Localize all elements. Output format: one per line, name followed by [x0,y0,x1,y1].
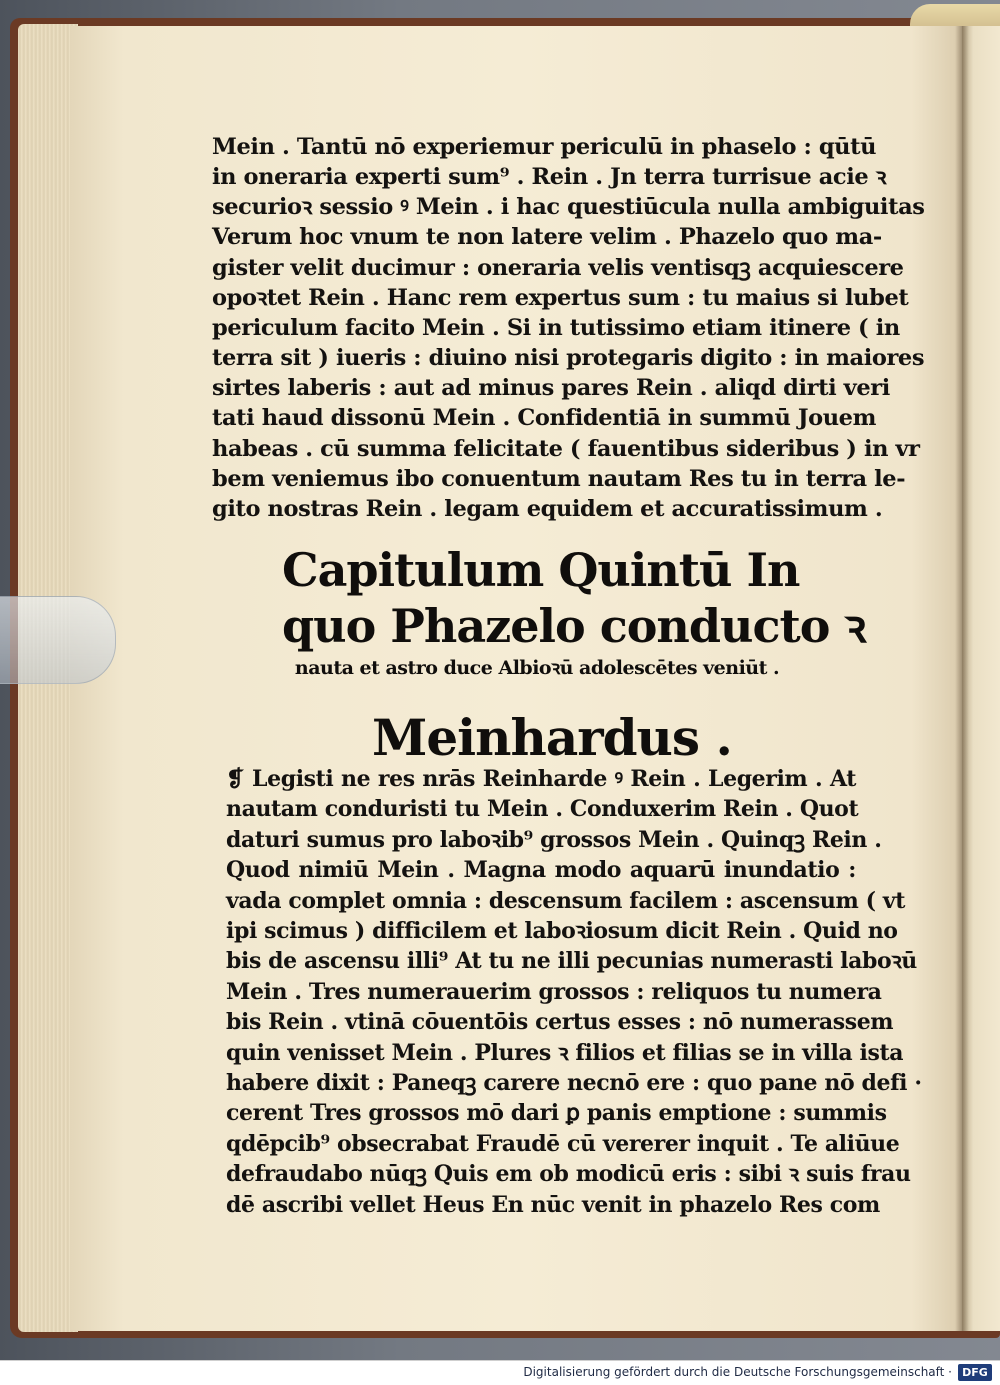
text-line: sirtes laberis : aut ad minus pares Rein . aliqd dirti veri [212,375,890,402]
text-line: tati haud dissonū Mein . Confidentiā in summū Jouem [212,405,876,432]
text-line: ipi scimus ) difficilem et laboꝛiosum dicit Rein . Quid no [226,918,898,945]
pilcrow-icon: ❡ [226,766,245,792]
text-line: periculum facito Mein . Si in tutissimo etiam itinere ( in [212,314,900,341]
text-line: securioꝛ sessio ꝰ Mein . i hac questiūcula nulla ambiguitas [212,194,925,221]
funding-credit: Digitalisierung gefördert durch die Deutsche Forschungsgemeinschaft · [523,1365,952,1379]
text-line: opoꝛtet Rein . Hanc rem expertus sum : tu maius si lubet [212,284,909,311]
page-holder-strip [0,596,116,684]
text-line: qdēpcib⁹ obsecrabat Fraudē cū vererer inquit . Te aliūue [226,1130,900,1157]
paragraph-1 [212,132,925,524]
chapter-heading-line: quo Phazelo conducto ꝛ [282,599,866,653]
text-line: gister velit ducimur : oneraria velis ventisqꝫ acquiescere [212,254,904,281]
text-line: Mein . Tantū nō experiemur periculū in phaselo : qūtū [212,134,877,160]
text-line: daturi sumus pro laboꝛib⁹ grossos Mein . Quinqꝫ Rein . [226,826,882,853]
text-line: habere dixit : Paneqꝫ carere necnō ere : quo pane nō defi · [226,1070,922,1097]
chapter-heading [282,542,866,682]
paragraph-2 [226,764,922,1220]
text-line-content: Legisti ne res nrās Reinharde ꝰ Rein . Legerim . At [252,766,856,792]
text-line: bis de ascensu illi⁹ At tu ne illi pecunias numerasti laboꝛū [226,948,917,975]
text-line: bem veniemus ibo conuentum nautam Res tu in terra le- [212,465,906,492]
text-line: in oneraria experti sum⁹ . Rein . Jn terra turrisue acie ꝛ [212,164,886,191]
text-line: gito nostras Rein . legam equidem et accuratissimum . [212,495,883,522]
chapter-heading-line: Capitulum Quintū In [282,543,800,597]
text-line: vada complet omnia : descensum facilem : ascensum ( vt [226,887,906,914]
text-line: terra sit ) iueris : diuino nisi protegaris digito : in maiores [212,345,925,372]
text-line: Verum hoc vnum te non latere velim . Phazelo quo ma- [212,224,882,251]
text-line: dē ascribi vellet Heus En nūc venit in phazelo Res com [226,1191,880,1218]
footer-bar [0,1360,1000,1385]
text-line [226,764,856,794]
text-line: Mein . Tres numerauerim grossos : reliquos tu numera [226,978,882,1005]
text-line: habeas . cū summa felicitate ( fauentibus sideribus ) in vr [212,435,920,462]
dfg-logo: DFG [958,1364,992,1381]
book-gutter [955,26,969,1331]
speaker-name: Meinhardus . [372,708,732,767]
text-line: cerent Tres grossos mō dari ꝑ panis emptione : summis [226,1100,887,1127]
text-line: bis Rein . vtinā cōuentōis certus esses : nō numerassem [226,1009,894,1036]
text-line: defraudabo nūqꝫ Quis em ob modicū eris : sibi ꝛ suis frau [226,1161,911,1188]
text-line: nautam conduristi tu Mein . Conduxerim Rein . Quot [226,796,859,823]
chapter-heading-subline: nauta et astro duce Albioꝛū adolescētes veniūt . [294,657,780,679]
text-line: Quod nimiū Mein . Magna modo aquarū inundatio : [226,857,856,884]
text-line: quin venisset Mein . Plures ꝛ filios et filias se in villa ista [226,1039,904,1066]
